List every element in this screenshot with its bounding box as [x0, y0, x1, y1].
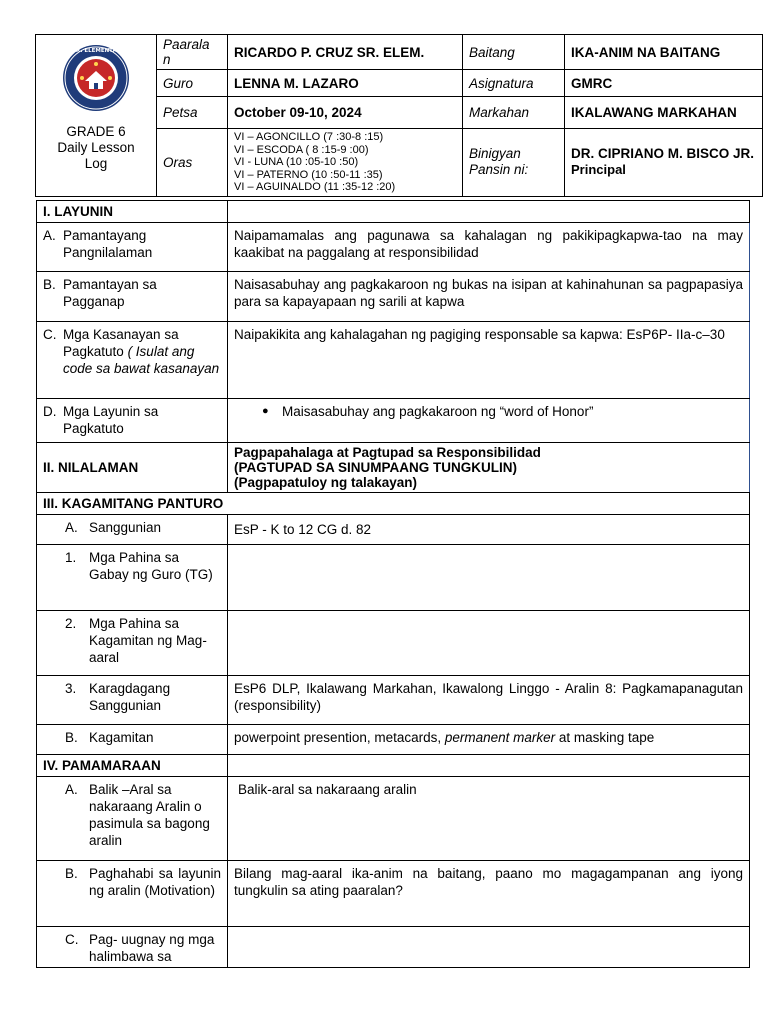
item-label: Mga Layunin sa Pagkatuto [63, 404, 159, 436]
nilalaman-line: Pagpapahalaga at Pagtupad sa Responsibilidad [234, 445, 541, 460]
item-marker: 1. [65, 550, 77, 565]
lesson-table [36, 200, 750, 968]
baitang-label: Baitang [463, 35, 565, 70]
petsa-value: October 09-10, 2024 [228, 97, 463, 129]
nilalaman-value [228, 443, 750, 493]
petsa-label: Petsa [157, 97, 228, 129]
paaralan-label: Paarala n [157, 35, 228, 70]
binigyan-label: Binigyan Pansin ni: [463, 129, 565, 197]
empty-cell [228, 201, 750, 223]
item-marker: B. [43, 277, 56, 292]
asignatura-value: GMRC [565, 70, 763, 97]
sanggunian-value: EsP - K to 12 CG d. 82 [228, 515, 750, 545]
kagamitan-b-text: at masking tape [555, 730, 655, 745]
oras-schedule [228, 129, 463, 197]
nilalaman-line: (PAGTUPAD SA SINUMPAANG TUNGKULIN) [234, 460, 517, 475]
oras-label: Oras [157, 129, 228, 197]
markahan-label: Markahan [463, 97, 565, 129]
bullet-text: Maisasabuhay ang pagkakaroon ng “word of Honor” [282, 404, 594, 419]
item-marker: B. [65, 866, 78, 881]
pag-uugnay-value [228, 927, 750, 968]
item-marker: A. [65, 782, 78, 797]
oras-item: VI – ESCODA ( 8 :15-9 :00) [234, 143, 369, 156]
logo-cell [36, 35, 157, 197]
guro-value: LENNA M. LAZARO [228, 70, 463, 97]
item-marker: A. [43, 228, 56, 243]
pag-uugnay-label [37, 927, 228, 968]
empty-cell [228, 755, 750, 777]
baitang-value: IKA-ANIM NA BAITANG [565, 35, 763, 70]
pamamaraan-title: IV. PAMAMARAAN [37, 755, 228, 777]
layunin-title: I. LAYUNIN [37, 201, 228, 223]
item-note: ( Isulat ang code sa bawat kasanayan [63, 344, 220, 376]
item-marker: 3. [65, 681, 77, 696]
item-marker: 2. [65, 616, 77, 631]
paghahabi-value: Bilang mag-aaral ika-anim na baitang, paano mo magagampanan ang iyong tungkulin sa ating paaralan? [228, 861, 750, 927]
item-label: Kagamitan [89, 730, 154, 745]
kagamitan-b-label [37, 725, 228, 755]
item-label: Pamantayang Pangnilalaman [63, 228, 153, 260]
item-marker: A. [65, 520, 78, 535]
karagdagang-sanggunian-label [37, 676, 228, 725]
balik-aral-label [37, 777, 228, 861]
pamantayan-pagganap-value: Naisasabuhay ang pagkakaroon ng bukas na isipan at kahinahunan sa pagpapasiya para sa kapayapaan ng sarili at kapwa [228, 272, 750, 322]
school-seal-icon [39, 43, 153, 113]
paaralan-value: RICARDO P. CRUZ SR. ELEM. [228, 35, 463, 70]
paghahabi-label [37, 861, 228, 927]
oras-item: VI – AGONCILLO (7 :30-8 :15) [234, 131, 384, 143]
sanggunian-label [37, 515, 228, 545]
asignatura-label: Asignatura [463, 70, 565, 97]
item-marker: C. [65, 932, 79, 947]
pamantayan-pagganap-label [37, 272, 228, 322]
kagamitan-b-text: powerpoint presention, metacards, [234, 730, 445, 745]
item-label: Mga Pahina sa Gabay ng Guro (TG) [89, 550, 213, 582]
balik-aral-value: Balik-aral sa nakaraang aralin [228, 777, 750, 861]
item-label: Paghahabi sa layunin ng aralin (Motivation) [89, 866, 221, 898]
item-marker: B. [65, 730, 78, 745]
layunin-pagkatuto-value [228, 399, 750, 443]
item-label: Mga Kasanayan sa Pagkatuto [63, 327, 179, 359]
karagdagang-sanggunian-value: EsP6 DLP, Ikalawang Markahan, Ikawalong Linggo - Aralin 8: Pagkamapanagutan (responsibility) [228, 676, 750, 725]
pahina-tg-label [37, 545, 228, 611]
item-label: Pag- uugnay ng mga halimbawa sa [89, 932, 215, 964]
item-label: Balik –Aral sa nakaraang Aralin o pasimula sa bagong aralin [89, 782, 210, 848]
pamantayang-pangnilalaman-value: Naipamamalas ang pagunawa sa kahalagan ng pakikipagkapwa-tao na may kaakibat na paggalang at responsibilidad [228, 223, 750, 272]
item-label: Karagdagang Sanggunian [89, 681, 171, 713]
pahina-kagamitan-value [228, 611, 750, 676]
principal-title: Principal [571, 162, 626, 178]
principal-cell [565, 129, 763, 197]
kagamitan-b-italic: permanent marker [444, 730, 556, 745]
grade-title-line: GRADE 6 [66, 124, 126, 139]
nilalaman-title: II. NILALAMAN [37, 443, 228, 493]
guro-label: Guro [157, 70, 228, 97]
pamantayang-pangnilalaman-label [37, 223, 228, 272]
item-label: Mga Pahina sa Kagamitan ng Mag-aaral [89, 616, 207, 665]
pahina-kagamitan-label [37, 611, 228, 676]
oras-item: VI – PATERNO (10 :50-11 :35) [234, 168, 383, 181]
kagamitan-title: III. KAGAMITANG PANTURO [37, 493, 750, 515]
seal-text: R.P. CRUZ SR. ELEMENTARY SCHOOL [39, 48, 153, 54]
grade-title-line: Daily Lesson [57, 140, 135, 155]
kasanayan-value: Naipakikita ang kahalagahan ng pagiging responsable sa kapwa: EsP6P- IIa-c–30 [228, 322, 750, 399]
item-marker: C. [43, 327, 57, 342]
oras-item: VI - LUNA (10 :05-10 :50) [234, 156, 359, 168]
oras-item: VI – AGUINALDO (11 :35-12 :20) [234, 181, 396, 193]
principal-name: DR. CIPRIANO M. BISCO JR. [571, 146, 755, 162]
kagamitan-b-value [228, 725, 750, 755]
item-marker: D. [43, 404, 57, 419]
markahan-value: IKALAWANG MARKAHAN [565, 97, 763, 129]
item-label: Pamantayan sa Pagganap [63, 277, 157, 309]
item-label: Sanggunian [89, 520, 162, 535]
grade-title-line: Log [84, 156, 108, 171]
nilalaman-line: (Pagpapatuloy ng talakayan) [234, 475, 418, 490]
grade-title [42, 124, 150, 172]
header-table [35, 34, 763, 197]
kasanayan-label [37, 322, 228, 399]
bullet-icon: ● [262, 405, 269, 417]
layunin-pagkatuto-label [37, 399, 228, 443]
pahina-tg-value [228, 545, 750, 611]
